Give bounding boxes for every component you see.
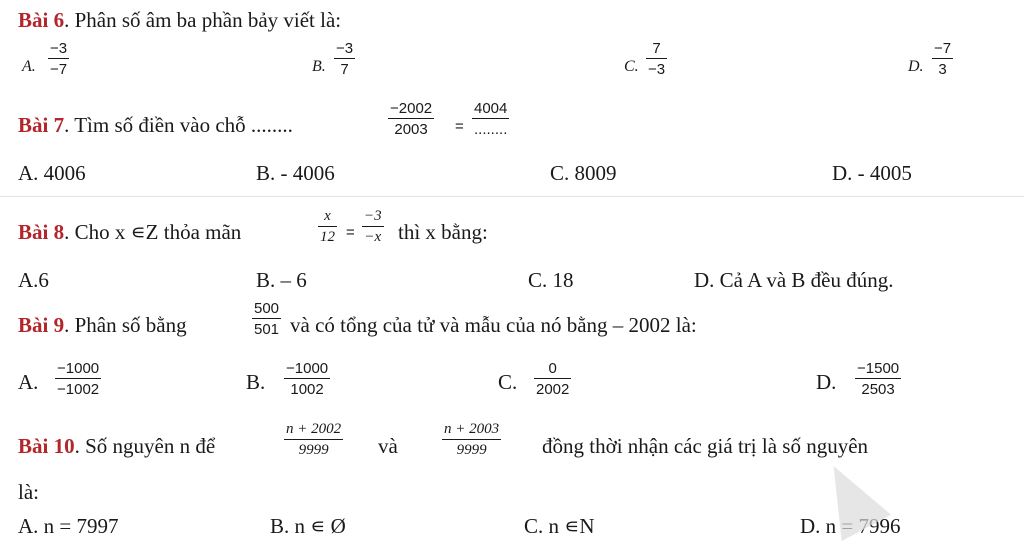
question-text: . Tìm số điền vào chỗ ........ bbox=[64, 113, 293, 137]
question-text: . Phân số âm ba phần bảy viết là: bbox=[64, 8, 342, 32]
option-letter: B. bbox=[312, 58, 326, 75]
option-d: D. Cả A và B đều đúng. bbox=[694, 268, 894, 292]
denominator: −1002 bbox=[57, 381, 100, 399]
option-letter: B. bbox=[246, 370, 266, 394]
question-text: . Số nguyên n để bbox=[74, 434, 216, 458]
denominator: 9999 bbox=[456, 442, 487, 459]
option-fraction bbox=[48, 40, 69, 79]
question-label: Bài 8 bbox=[18, 220, 65, 244]
equals-sign: = bbox=[455, 118, 464, 135]
question-label: Bài 6 bbox=[18, 8, 65, 32]
denominator: −7 bbox=[50, 61, 68, 79]
denominator: −x bbox=[364, 229, 382, 246]
equation-fraction-right bbox=[362, 208, 384, 247]
option-letter: A. bbox=[22, 58, 36, 75]
numerator: 0 bbox=[548, 360, 557, 377]
option-a: A. n = 7997 bbox=[18, 514, 119, 538]
numerator: −3 bbox=[336, 40, 354, 57]
question-6 bbox=[18, 8, 341, 33]
equals-sign: = bbox=[346, 224, 355, 241]
numerator: n + 2003 bbox=[444, 421, 500, 437]
denominator: 2503 bbox=[861, 381, 895, 399]
question-7 bbox=[18, 113, 293, 138]
option-letter: C. bbox=[498, 370, 518, 394]
option-c: C. 8009 bbox=[550, 161, 617, 185]
option-letter: D. bbox=[908, 58, 924, 75]
question-10-end: là: bbox=[18, 480, 39, 504]
equation-fraction-left bbox=[388, 100, 434, 139]
question-text: . Cho x ∊Z thỏa mãn bbox=[64, 220, 242, 244]
denominator: 501 bbox=[254, 321, 280, 339]
denominator: 12 bbox=[320, 229, 335, 246]
option-b-fraction bbox=[284, 360, 330, 399]
option-d: D. - 4005 bbox=[832, 161, 912, 185]
option-letter: C. bbox=[624, 58, 639, 75]
question-9-tail: và có tổng của tử và mẫu của nó bằng – 2002 là: bbox=[290, 313, 697, 337]
option-b: B. - 4006 bbox=[256, 161, 335, 185]
option-fraction bbox=[646, 40, 667, 79]
option-letter: D. bbox=[816, 370, 837, 394]
numerator: −7 bbox=[934, 40, 952, 57]
numerator: x bbox=[324, 208, 331, 224]
numerator: −1500 bbox=[857, 360, 900, 377]
denominator: 3 bbox=[938, 61, 947, 79]
equation-fraction-right bbox=[472, 100, 509, 139]
numerator: 4004 bbox=[474, 100, 508, 117]
numerator: −3 bbox=[364, 208, 382, 224]
question-label: Bài 9 bbox=[18, 313, 65, 337]
denominator: ........ bbox=[474, 121, 508, 139]
numerator: −2002 bbox=[390, 100, 433, 117]
denominator: 7 bbox=[340, 61, 349, 79]
question-10-tail: đồng thời nhận các giá trị là số nguyên bbox=[542, 434, 869, 458]
question-10-intro bbox=[18, 434, 215, 459]
question-8-tail: thì x bằng: bbox=[398, 220, 488, 244]
option-c: C. 18 bbox=[528, 268, 574, 292]
condition-fraction-1 bbox=[284, 421, 343, 460]
option-b: B. n ∊ Ø bbox=[270, 514, 346, 538]
numerator: n + 2002 bbox=[286, 421, 342, 437]
denominator: 2003 bbox=[394, 121, 428, 139]
denominator: −3 bbox=[648, 61, 666, 79]
option-fraction bbox=[334, 40, 355, 79]
option-letter: A. bbox=[18, 370, 39, 394]
conjunction-text: và bbox=[378, 434, 398, 458]
numerator: 7 bbox=[652, 40, 661, 57]
numerator: −1000 bbox=[57, 360, 100, 377]
option-a-fraction bbox=[55, 360, 101, 399]
option-b: B. – 6 bbox=[256, 268, 307, 292]
divider bbox=[0, 196, 1024, 197]
numerator: −3 bbox=[50, 40, 68, 57]
question-text: . Phân số bằng bbox=[64, 313, 187, 337]
question-9-intro bbox=[18, 313, 187, 338]
option-d: D. n = 7996 bbox=[800, 514, 901, 538]
given-fraction bbox=[252, 300, 281, 339]
denominator: 1002 bbox=[290, 381, 324, 399]
denominator: 9999 bbox=[298, 442, 329, 459]
option-c: C. n ∊N bbox=[524, 514, 595, 538]
denominator: 2002 bbox=[536, 381, 570, 399]
numerator: 500 bbox=[254, 300, 280, 317]
option-a: A. 4006 bbox=[18, 161, 86, 185]
option-a: A.6 bbox=[18, 268, 49, 292]
numerator: −1000 bbox=[286, 360, 329, 377]
option-c-fraction bbox=[534, 360, 571, 399]
condition-fraction-2 bbox=[442, 421, 501, 460]
option-d-fraction bbox=[855, 360, 901, 399]
question-label: Bài 7 bbox=[18, 113, 65, 137]
question-label: Bài 10 bbox=[18, 434, 75, 458]
question-8-intro bbox=[18, 220, 241, 245]
equation-fraction-left bbox=[318, 208, 337, 247]
option-fraction bbox=[932, 40, 953, 79]
